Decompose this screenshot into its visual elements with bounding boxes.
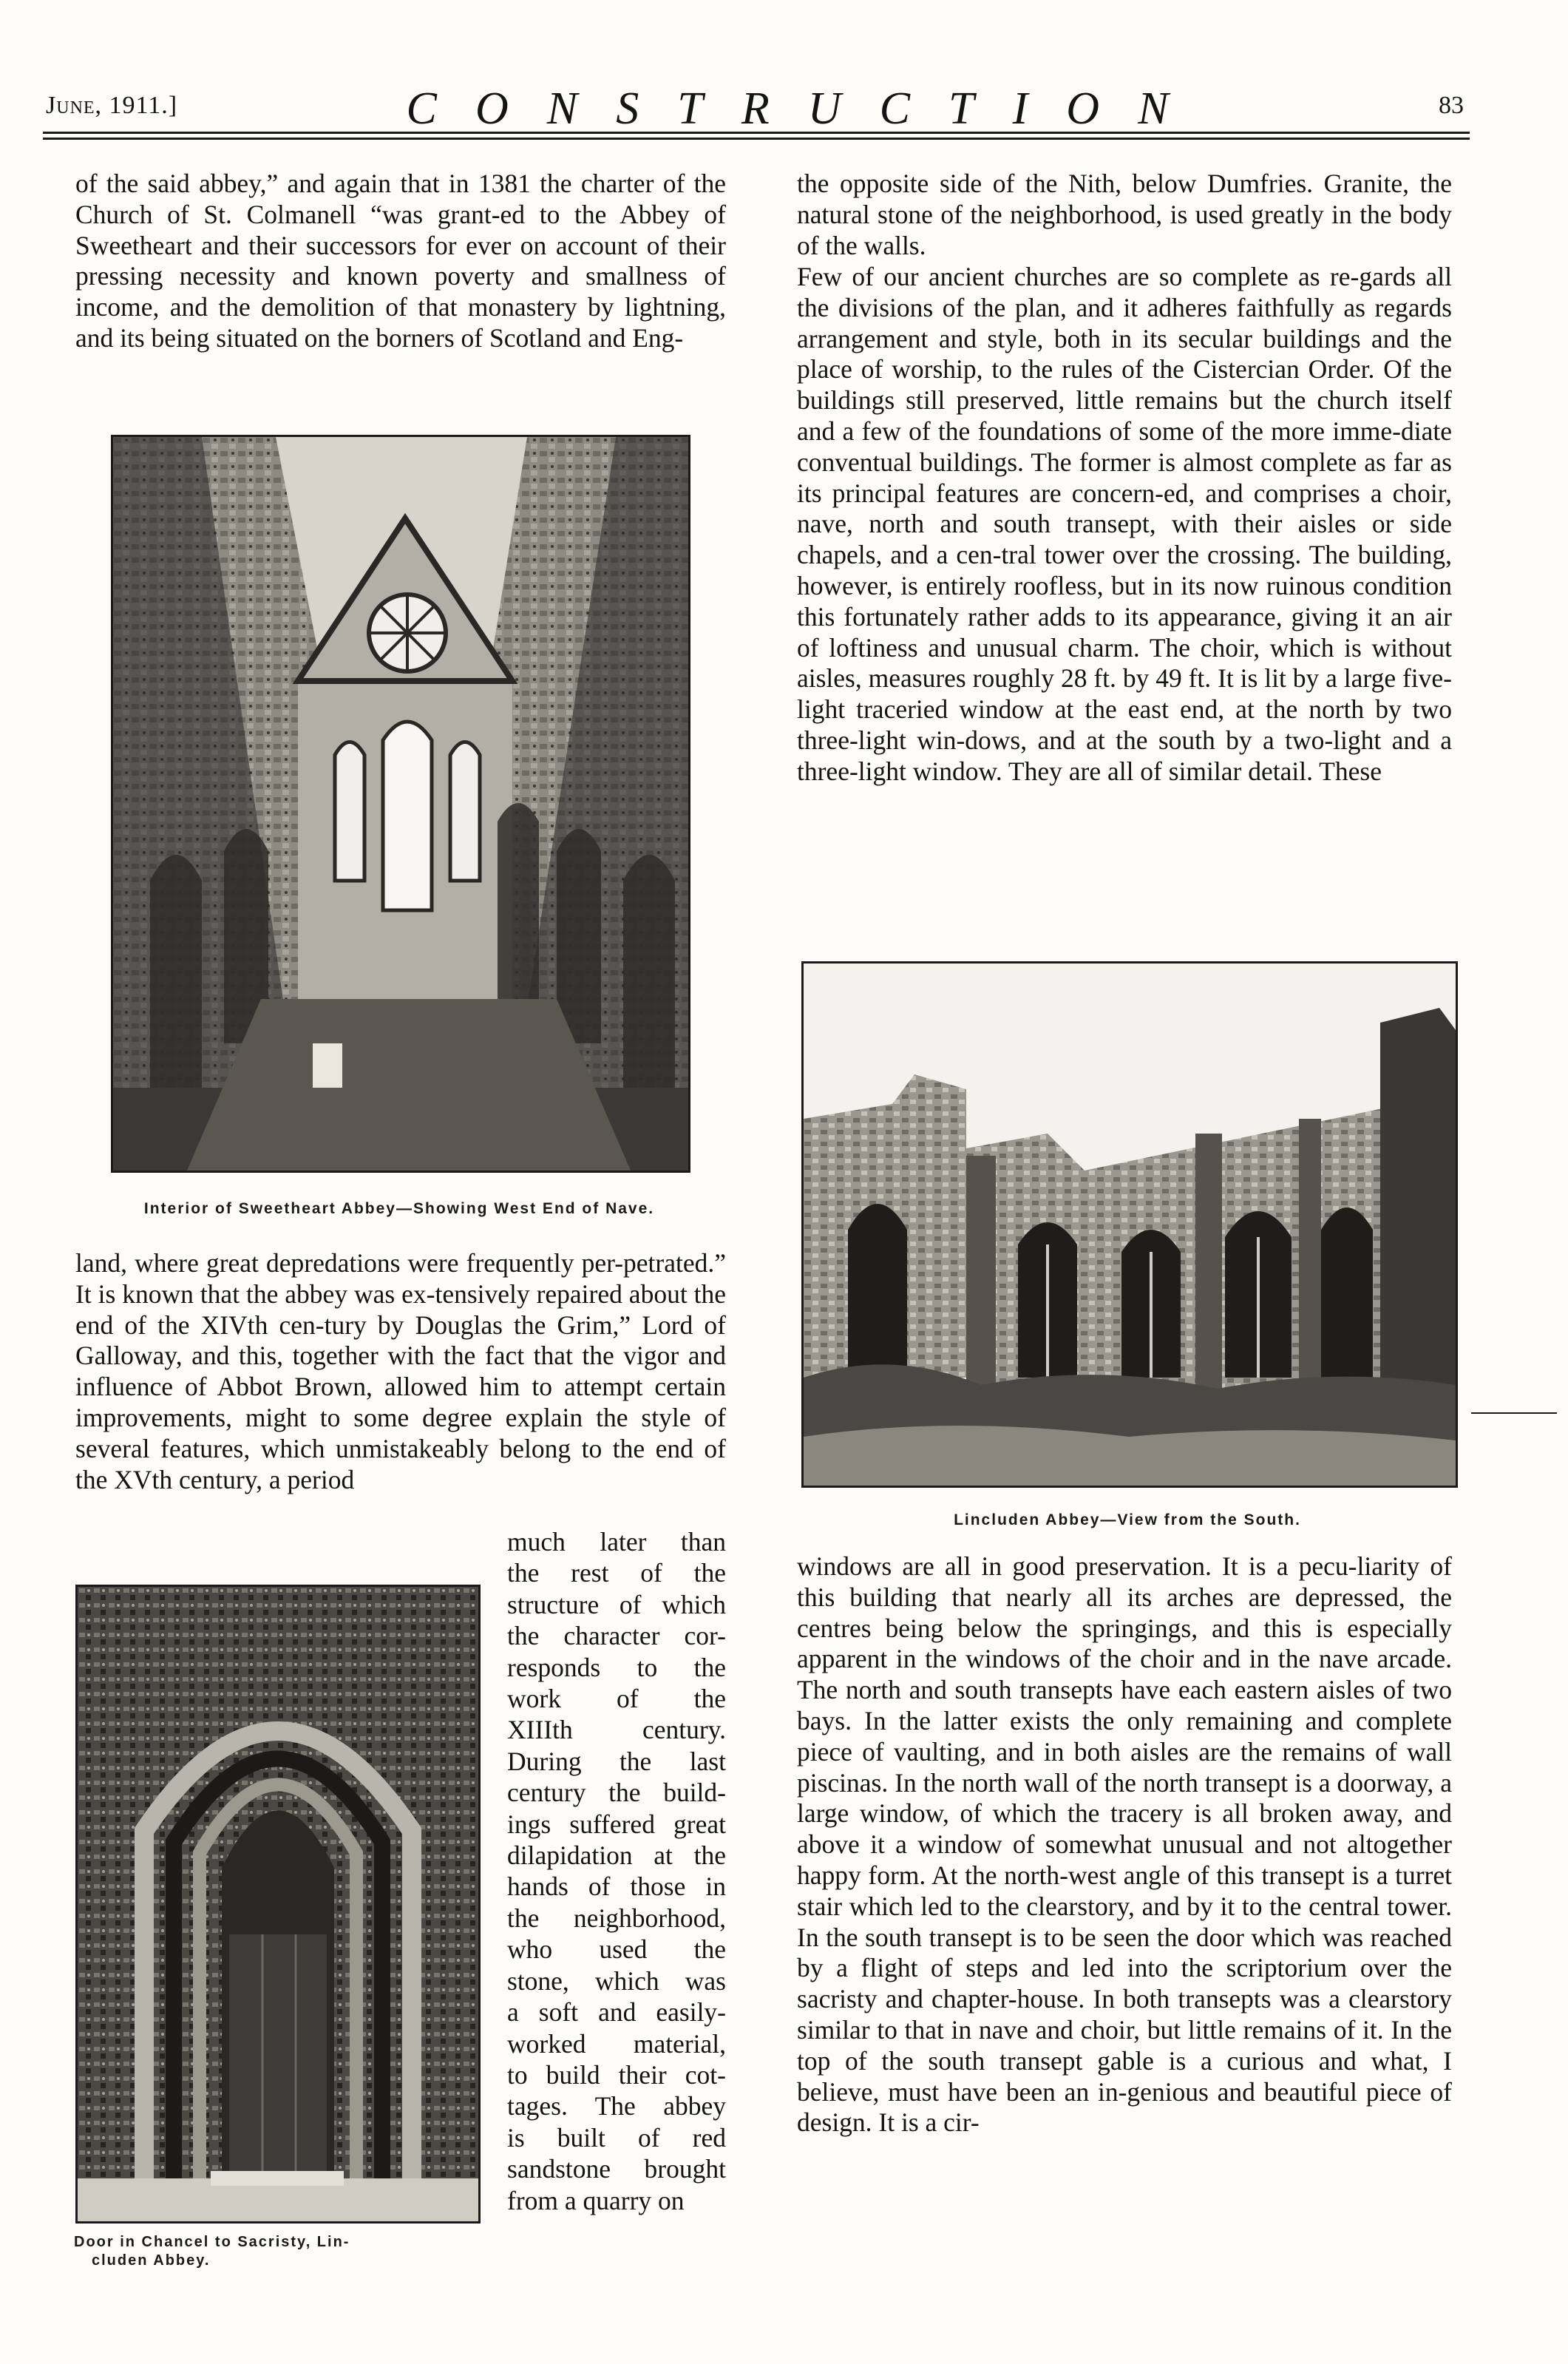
title-letter: R [741,84,770,134]
narrow-column-line: sandstone brought [507,2154,726,2184]
narrow-column-line: century the build- [507,1778,726,1808]
margin-rule [1471,1412,1557,1414]
title-letter: C [406,84,437,134]
left-paragraph-middle: land, where great depredations were frequently per-petrated.” It is known that the abbey was ex-tensively repaired about the end of the XIVth cen-tury by Douglas the Grim,” Lord of Galloway, and this, together with the fact that the vigor and influence of Abbot Brown, allowed him to attempt certain improvements, might to some degree explain the style of several features, which unmistakeably belong to the end of the XVth century, a period [75,1248,726,1494]
right-paragraph-bottom: windows are all in good preservation. It is a pecu-liarity of this building that nearly all its arches are depressed, the centres being below the springings, and this is especially apparent in the windows of the choir and in the nave arcade. The north and south transepts have each eastern aisles of two bays. In the latter exists the only remaining and complete piece of vaulting, and in both aisles are the remains of wall piscinas. In the north wall of the north transept is a doorway, a large window, of which the tracery is all broken away, and above it a window of somewhat unusual and not altogether happy form. At the north-west angle of this transept is a turret stair which led to the clearstory, and by it to the central tower. In the south transept is to be seen the door which was reached by a flight of steps and led into the scriptorium over the sacristy and chapter-house. In both transepts was a clearstory similar to that in nave and choir, but little remains of it. In the top of the south transept gable is a curious and what, I believe, must have been an in-genious and beautiful piece of design. It is a cir- [797,1551,1452,2138]
narrow-column-line: the rest of the [507,1558,726,1588]
narrow-column-line: who used the [507,1934,726,1965]
narrow-column-line: work of the [507,1684,726,1714]
title-letter: T [948,84,974,134]
left-paragraph-top: of the said abbey,” and again that in 1381 the charter of the Church of St. Colmanell “was grant-ed to the Abbey of Sweetheart and their successors for ever on account of their pressing necessity and known poverty and smallness of income, and the demolition of that monastery by lightning, and its being situated on the borners of Scotland and Eng- [75,169,726,353]
narrow-column-line: During the last [507,1746,726,1776]
header-rule-top [43,132,1470,134]
title-letter: S [616,84,639,134]
narrow-column-line: stone, which was [507,1965,726,1996]
right-paragraph-top-2: Few of our ancient churches are so complete as re-gards all the divisions of the plan, and it adheres faithfully as regards arrangement and style, both in its secular buildings and the place of worship, to the rules of the Cistercian Order. Of the buildings still preserved, little remains but the church itself and a few of the foundations of some of the more imme-diate conventual buildings. The former is almost complete as far as its principal features are concern-ed, and comprises a choir, nave, north and south transept, with their aisles or side chapels, and a cen-tral tower over the crossing. The building, however, is entirely roofless, but in its now ruinous condition this fortunately rather adds to its appearance, giving it an air of loftiness and unusual charm. The choir, which is without aisles, measures roughly 28 ft. by 49 ft. It is lit by a large five-light traceried window at the east end, at the north by two three-light win-dows, and at the south by a two-light and a three-light window. They are all of similar detail. These [797,262,1452,786]
title-letter: N [1138,84,1169,134]
narrow-column-line: tages. The abbey [507,2091,726,2121]
narrow-column-line: from a quarry on [507,2185,685,2215]
photo-lincluden-south [801,961,1458,1488]
header-rule-bottom [43,138,1470,140]
photo-sweetheart-interior [111,435,690,1173]
narrow-column-line: XIIIth century. [507,1715,726,1745]
title-letter: O [475,84,509,134]
narrow-column-line: the neighborhood, [507,1903,726,1933]
lincluden-door-illustration [78,1587,478,2221]
narrow-column-line: the character cor- [507,1621,726,1651]
caption-lincluden-south: Lincluden Abbey—View from the South. [954,1511,1301,1528]
narrow-column-line: dilapidation at the [507,1840,726,1871]
narrow-column-line: worked material, [507,2028,726,2059]
title-letter: I [1012,84,1028,134]
right-paragraph-top-1: the opposite side of the Nith, below Dumfries. Granite, the natural stone of the neighborhood, is used greatly in the body of the walls. [797,169,1452,260]
title-letter: O [1066,84,1100,134]
left-narrow-column [507,1526,726,2216]
title-letter: T [677,84,703,134]
title-letter: C [879,84,910,134]
title-letter: N [546,84,578,134]
caption-door-line1: Door in Chancel to Sacristy, Lin- [74,2234,350,2250]
caption-sweetheart: Interior of Sweetheart Abbey—Showing West End of Nave. [143,1200,655,1217]
magazine-title [333,83,1242,135]
narrow-column-line: much later than [507,1527,726,1557]
page-number: 83 [1439,92,1464,119]
narrow-column-line: is built of red [507,2122,726,2153]
narrow-column-line: responds to the [507,1652,726,1682]
photo-lincluden-door [75,1585,481,2224]
narrow-column-line: ings suffered great [507,1809,726,1839]
narrow-column-line: to build their cot- [507,2059,726,2090]
issue-date: June, 1911.] [46,92,178,119]
narrow-column-line: structure of which [507,1589,726,1619]
narrow-column-line: a soft and easily- [507,1997,726,2028]
narrow-column-line: hands of those in [507,1872,726,1902]
caption-door-line2: cluden Abbey. [92,2252,211,2269]
title-letter: U [807,84,841,134]
sweetheart-interior-illustration [113,437,688,1171]
lincluden-south-illustration [804,963,1456,1486]
